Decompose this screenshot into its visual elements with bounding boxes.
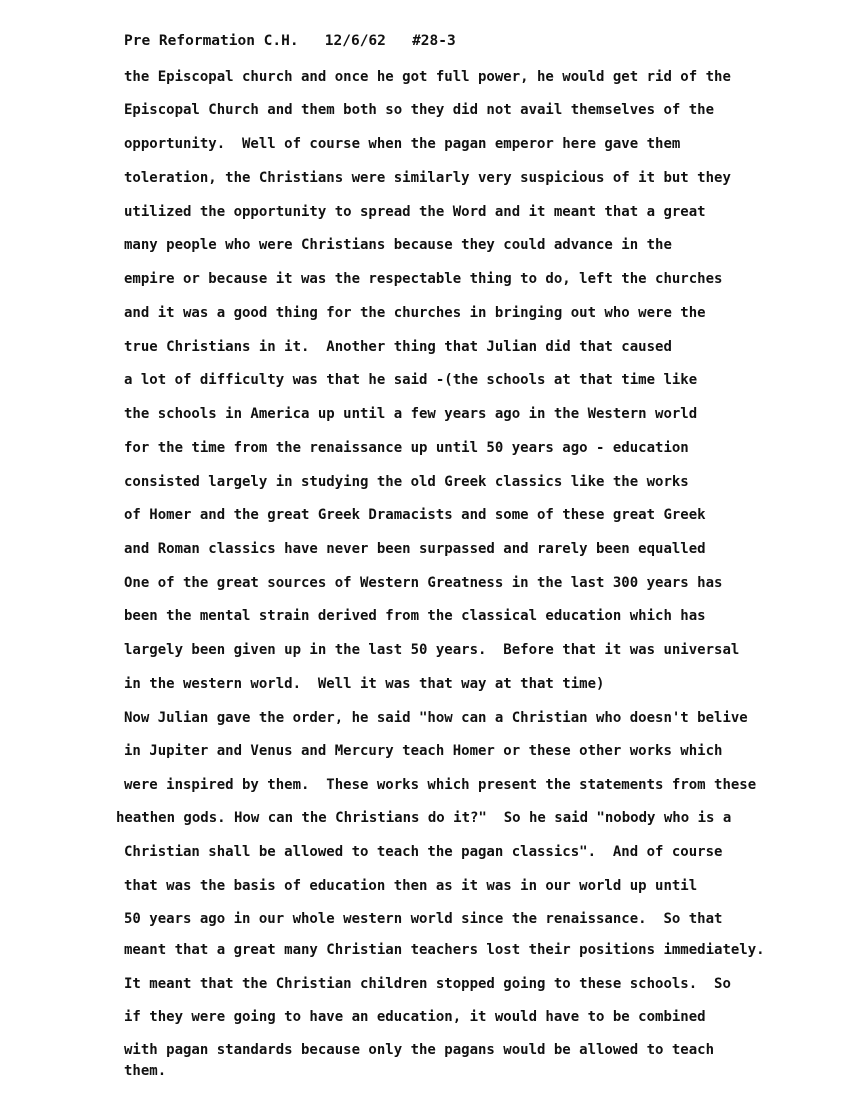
text-line: the schools in America up until a few years ago in the Western world xyxy=(124,406,698,422)
text-line: the Episcopal church and once he got full power, he would get rid of the xyxy=(124,69,731,85)
text-line: opportunity. Well of course when the pagan emperor here gave them xyxy=(124,136,681,152)
text-line: largely been given up in the last 50 years. Before that it was universal xyxy=(124,642,740,658)
text-line: consisted largely in studying the old Greek classics like the works xyxy=(124,474,689,490)
text-line: them. xyxy=(124,1063,167,1079)
text-line: meant that a great many Christian teachers lost their positions immediately. xyxy=(124,942,765,958)
text-line: heathen gods. How can the Christians do it?" So he said "nobody who is a xyxy=(116,810,732,826)
text-line: that was the basis of education then as it was in our world up until xyxy=(124,878,698,894)
text-line: and it was a good thing for the churches in bringing out who were the xyxy=(124,305,706,321)
text-line: 50 years ago in our whole western world since the renaissance. So that xyxy=(124,911,723,927)
text-line: Episcopal Church and them both so they did not avail themselves of the xyxy=(124,102,715,118)
text-line: It meant that the Christian children stopped going to these schools. So xyxy=(124,976,731,992)
text-line: utilized the opportunity to spread the Word and it meant that a great xyxy=(124,204,706,220)
text-line: One of the great sources of Western Greatness in the last 300 years has xyxy=(124,575,723,591)
text-line: been the mental strain derived from the classical education which has xyxy=(124,608,706,624)
text-line: many people who were Christians because they could advance in the xyxy=(124,237,672,253)
text-line: if they were going to have an education, it would have to be combined xyxy=(124,1009,706,1025)
text-line: for the time from the renaissance up until 50 years ago - education xyxy=(124,440,689,456)
text-line: Christian shall be allowed to teach the pagan classics". And of course xyxy=(124,844,723,860)
text-line: in Jupiter and Venus and Mercury teach Homer or these other works which xyxy=(124,743,723,759)
text-line: and Roman classics have never been surpassed and rarely been equalled xyxy=(124,541,706,557)
page-header: Pre Reformation C.H. 12/6/62 #28-3 xyxy=(124,33,456,49)
text-line: with pagan standards because only the pagans would be allowed to teach xyxy=(124,1042,715,1058)
text-line: toleration, the Christians were similarly very suspicious of it but they xyxy=(124,170,731,186)
text-line: of Homer and the great Greek Dramacists and some of these great Greek xyxy=(124,507,706,523)
text-line: empire or because it was the respectable thing to do, left the churches xyxy=(124,271,723,287)
text-line: true Christians in it. Another thing that Julian did that caused xyxy=(124,339,672,355)
text-line: were inspired by them. These works which present the statements from these xyxy=(124,777,757,793)
text-line: Now Julian gave the order, he said "how can a Christian who doesn't belive xyxy=(124,710,748,726)
text-line: a lot of difficulty was that he said -(the schools at that time like xyxy=(124,372,698,388)
text-line: in the western world. Well it was that way at that time) xyxy=(124,676,605,692)
